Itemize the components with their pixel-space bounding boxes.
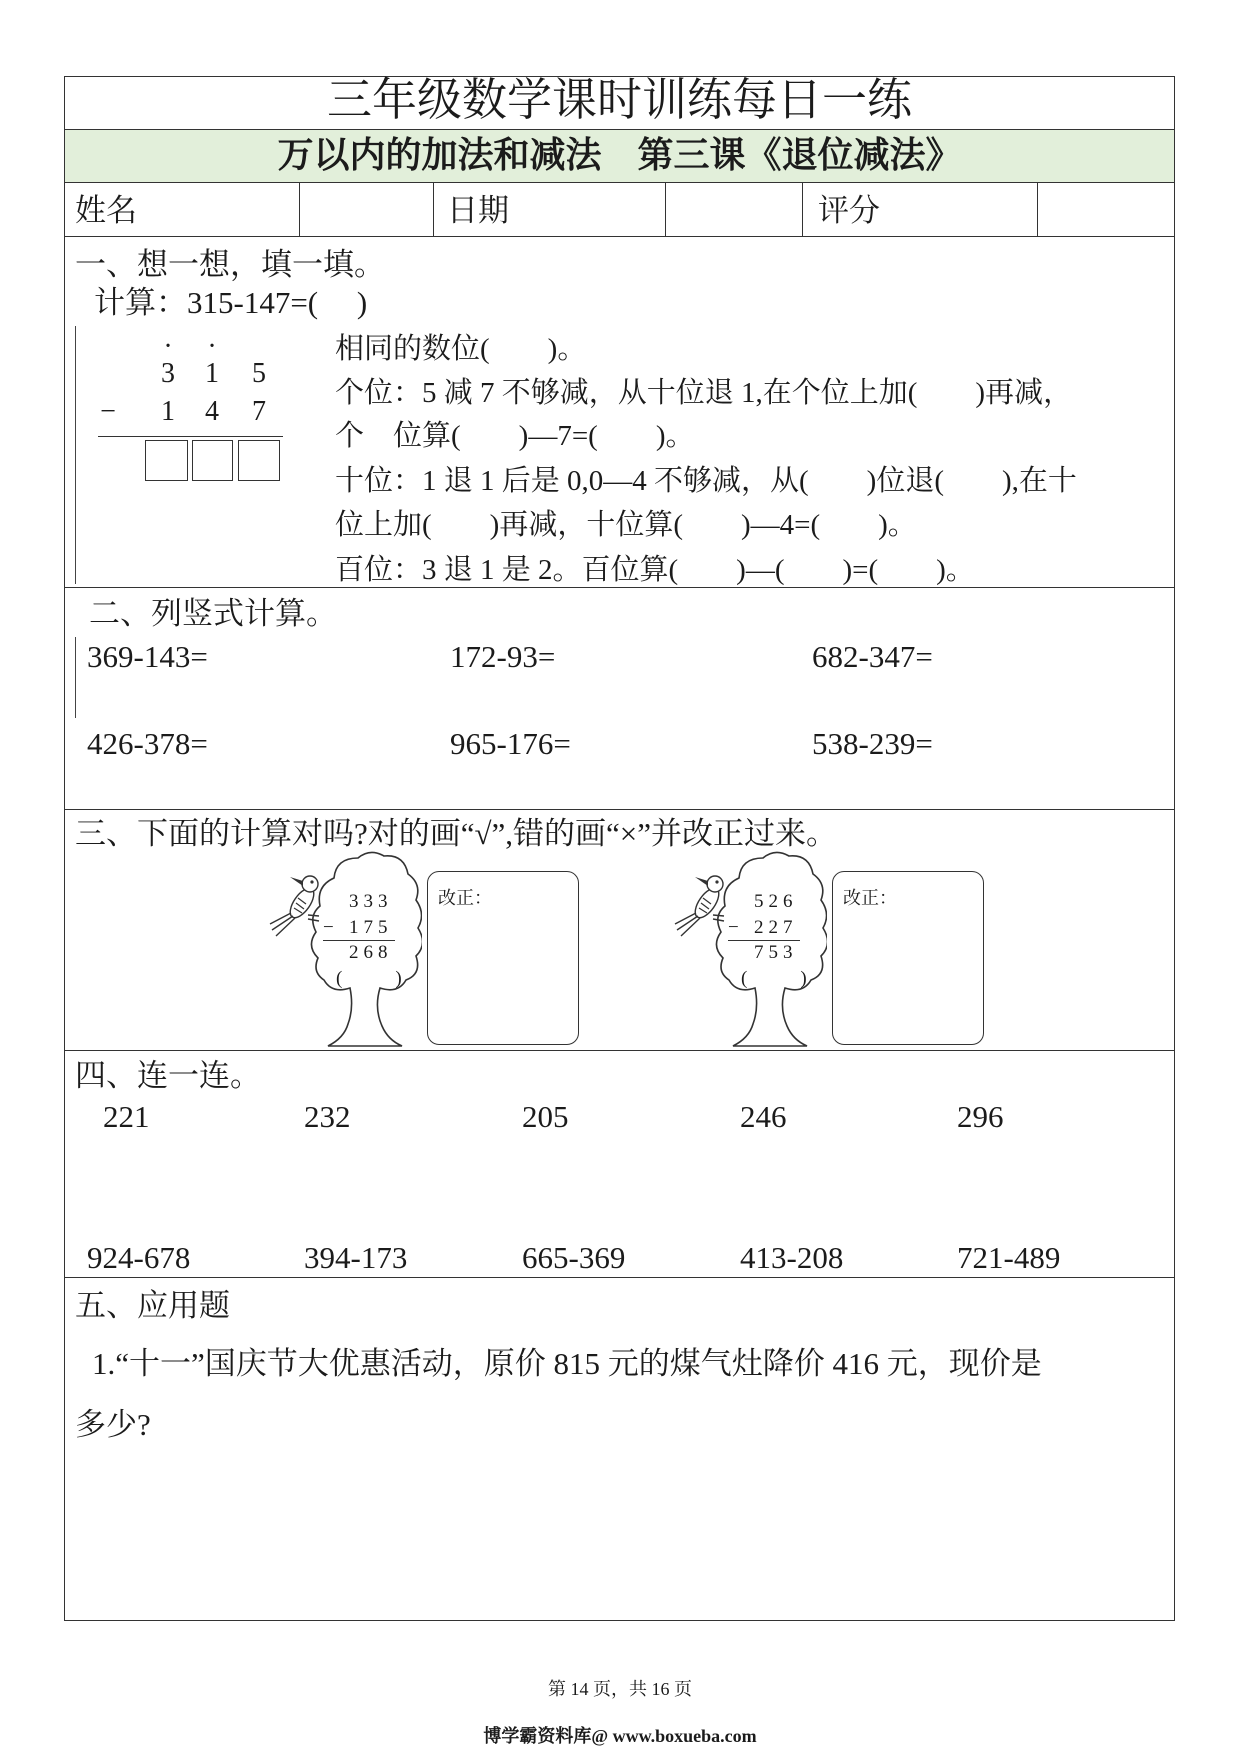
match-expression: 394-173	[304, 1240, 408, 1275]
margin-rule	[75, 326, 76, 584]
answer-box	[192, 440, 233, 481]
section1-problem: 计算：315-147=( )	[94, 285, 368, 320]
check-operator: −	[323, 917, 339, 938]
row-divider	[64, 1050, 1175, 1051]
check-result: 753	[754, 942, 798, 963]
instruction-line: 相同的数位( )。	[335, 333, 587, 365]
subtrahend-digit: 1	[161, 396, 175, 427]
check-answer-paren: ( )	[336, 968, 407, 989]
match-expression: 665-369	[522, 1240, 626, 1275]
calc-problem: 426-378=	[87, 726, 208, 761]
section2-heading: 二、列竖式计算。	[89, 596, 337, 631]
section1-heading: 一、想一想，填一填。	[75, 247, 385, 282]
minus-sign: −	[100, 396, 116, 427]
check-subtrahend: 227	[754, 917, 798, 938]
correction-label: 改正：	[843, 888, 897, 908]
section4-heading: 四、连一连。	[75, 1058, 261, 1093]
match-expression: 721-489	[957, 1240, 1061, 1275]
calc-problem: 538-239=	[812, 726, 933, 761]
bird-icon	[270, 876, 319, 936]
tree-illustration	[262, 848, 422, 1048]
minuend-digit: 3	[161, 358, 175, 389]
bird-icon	[675, 876, 724, 936]
minuend-digit: 5	[252, 358, 266, 389]
column-divider	[665, 182, 666, 236]
match-expression: 924-678	[87, 1240, 191, 1275]
match-number: 246	[740, 1099, 787, 1134]
instruction-line: 个 位算( )—7=( )。	[335, 420, 695, 452]
section3-heading: 三、下面的计算对吗?对的画“√”,错的画“×”并改正过来。	[75, 816, 838, 851]
minuend-digit: 1	[205, 358, 219, 389]
match-number: 232	[304, 1099, 351, 1134]
check-answer-paren: ( )	[741, 968, 812, 989]
row-divider	[64, 182, 1175, 183]
check-line	[323, 940, 395, 941]
borrow-mark: ·	[163, 331, 173, 362]
borrow-mark: ·	[207, 331, 217, 362]
lesson-subtitle: 万以内的加法和减法 第三课《退位减法》	[277, 135, 962, 175]
match-number: 205	[522, 1099, 569, 1134]
row-divider	[64, 1277, 1175, 1278]
column-divider	[299, 182, 300, 236]
instruction-line: 个位：5 减 7 不够减，从十位退 1,在个位上加( )再减，	[335, 377, 1073, 409]
instruction-line: 位上加( )再减，十位算( )—4=( )。	[335, 509, 917, 541]
check-minuend: 526	[754, 891, 798, 912]
instruction-line: 百位：3 退 1 是 2。百位算( )—( )=( )。	[335, 554, 975, 586]
match-number: 221	[103, 1099, 150, 1134]
name-label: 姓名	[75, 193, 137, 228]
margin-rule	[75, 637, 76, 718]
correction-box	[832, 871, 984, 1045]
answer-box	[238, 440, 280, 481]
subtrahend-digit: 4	[205, 396, 219, 427]
tree-illustration	[667, 848, 827, 1048]
match-expression: 413-208	[740, 1240, 844, 1275]
page-number: 第 14 页，共 16 页	[548, 1679, 692, 1699]
row-divider	[64, 129, 1175, 130]
source-watermark: 博学霸资料库@ www.boxueba.com	[483, 1726, 757, 1746]
calc-problem: 369-143=	[87, 639, 208, 674]
correction-box	[427, 871, 579, 1045]
score-label: 评分	[818, 193, 880, 228]
date-label: 日期	[447, 193, 509, 228]
instruction-line: 十位：1 退 1 后是 0,0—4 不够减，从( )位退( ),在十	[335, 465, 1077, 497]
answer-box	[145, 440, 188, 481]
sum-line	[98, 436, 283, 437]
column-divider	[1037, 182, 1038, 236]
calc-problem: 682-347=	[812, 639, 933, 674]
check-line	[728, 940, 800, 941]
check-result: 268	[349, 942, 393, 963]
calc-problem: 172-93=	[450, 639, 556, 674]
page-title: 三年级数学课时训练每日一练	[326, 75, 912, 125]
word-problem-line: 1.“十一”国庆节大优惠活动，原价 815 元的煤气灶降价 416 元，现价是	[92, 1346, 1042, 1381]
column-divider	[802, 182, 803, 236]
word-problem-line: 多少?	[75, 1407, 151, 1442]
row-divider	[64, 809, 1175, 810]
column-divider	[433, 182, 434, 236]
row-divider	[64, 236, 1175, 237]
check-subtrahend: 175	[349, 917, 393, 938]
section5-heading: 五、应用题	[75, 1288, 230, 1323]
match-number: 296	[957, 1099, 1004, 1134]
calc-problem: 965-176=	[450, 726, 571, 761]
correction-label: 改正：	[438, 888, 492, 908]
subtrahend-digit: 7	[252, 396, 266, 427]
check-minuend: 333	[349, 891, 393, 912]
check-operator: −	[728, 917, 744, 938]
